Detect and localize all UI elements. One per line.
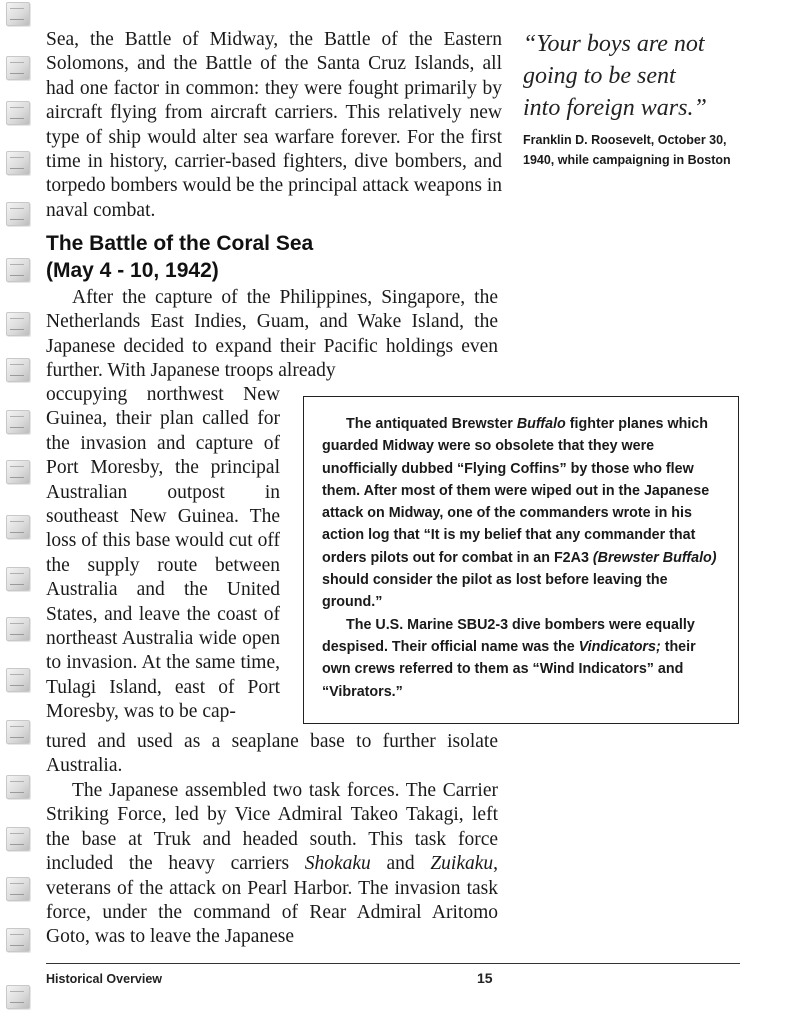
pull-quote-line: going to be sent [523, 63, 676, 89]
text-run: The antiquated Brewster [346, 416, 517, 432]
binder-ring-icon [6, 151, 30, 175]
binder-ring-icon [6, 775, 30, 799]
aircraft-name: (Brewster Buffalo) [592, 549, 717, 566]
pull-quote-line: “Your boys are not [523, 31, 705, 57]
ship-name: Shokaku [304, 853, 371, 875]
footer-section-title: Historical Overview [46, 972, 163, 986]
paragraph-capture [46, 286, 498, 384]
binder-ring-icon [6, 312, 30, 336]
paragraph-capture-column [46, 383, 280, 725]
text-run: and [370, 853, 431, 875]
text-run: The U.S. Marine SBU2-3 dive bombers were equally despised. Their official name was the [322, 616, 695, 655]
text-run: fighter planes which guarded Midway were so obsolete that they were unofficially dubbed “Flying Coffins” by those who flew them. After most of them were wiped out in the Japanese attack on Midway, one of the commanders wrote in his action log that “It is my belief that any commander that orders pilots out for combat in an F2A3 [322, 416, 710, 566]
binder-ring-icon [6, 928, 30, 952]
binder-ring-icon [6, 720, 30, 744]
aircraft-name: Vindicators; [578, 638, 661, 655]
binder-ring-icon [6, 358, 30, 382]
text-run: The Japanese assembled two task forces. The Carrier Striking Force, led by Vice Admiral Takeo Takagi, left the base at Truk and headed south. This task force included the heavy carriers [46, 780, 498, 875]
pull-quote [523, 28, 763, 124]
section-heading-title: The Battle of the Coral Sea [46, 232, 314, 255]
binder-ring-icon [6, 258, 30, 282]
paragraph-capture-bottom: tured and used as a seaplane base to further isolate Australia. [46, 731, 498, 777]
intro-paragraph [46, 28, 502, 223]
ship-name: Zuikaku [430, 853, 494, 875]
intro-text: Sea, the Battle of Midway, the Battle of the Eastern Solomons, and the Battle of the Santa Cruz Islands, all had one factor in common: they were fought primarily by aircraft flying from aircraft carriers. This relatively new type of ship would alter sea warfare forever. For the first time in history, carrier-based fighters, dive bombers, and torpedo bombers would be the principal attack weapons in naval combat. [46, 29, 502, 221]
binder-ring-icon [6, 877, 30, 901]
binder-ring-icon [6, 567, 30, 591]
sidebar-box [303, 396, 739, 724]
binder-ring-icon [6, 827, 30, 851]
page-number: 15 [477, 970, 493, 986]
text-run: , veterans of the attack on Pearl Harbor. The invasion task force, under the command of Rear Admiral Aritomo Goto, was to leave the Japanese [46, 853, 499, 948]
binder-ring-icon [6, 617, 30, 641]
binder-ring-icon [6, 985, 30, 1009]
paragraph-capture-top: After the capture of the Philippines, Singapore, the Netherlands East Indies, Guam, and Wake Island, the Japanese decided to expand their Pacific holdings even further. With Japanese troops already [46, 287, 498, 382]
paragraph-task-forces-text [46, 779, 498, 950]
sidebar-paragraph-buffalo [322, 413, 726, 614]
binder-ring-icon [6, 56, 30, 80]
paragraph-task-forces [46, 779, 498, 950]
footer-rule [46, 963, 740, 964]
paragraph-capture-left: occupying northwest New Guinea, their plan called for the invasion and capture of Port Moresby, the principal Australian outpost in southeast New Guinea. The loss of this base would cut off the supply route between Australia and the United States, and leave the coast of northeast Australia wide open to invasion. At the same time, Tulagi Island, east of Port Moresby, was to be cap- [46, 384, 280, 723]
binder-ring-icon [6, 668, 30, 692]
binder-ring-icon [6, 2, 30, 26]
section-heading [46, 230, 506, 284]
text-run: should consider the pilot as lost before leaving the ground.” [322, 572, 668, 611]
paragraph-capture-end [46, 730, 498, 779]
binder-ring-icon [6, 202, 30, 226]
section-heading-dates: (May 4 - 10, 1942) [46, 259, 219, 282]
binder-ring-icon [6, 515, 30, 539]
text-run: their own crews referred to them as “Wind Indicators” and “Vibrators.” [322, 638, 696, 700]
aircraft-name: Buffalo [516, 416, 566, 432]
sidebar-paragraph-vindicator [322, 614, 726, 703]
quote-attribution: Franklin D. Roosevelt, October 30, 1940, while campaigning in Boston [523, 133, 731, 167]
binder-spine [0, 0, 40, 1031]
binder-ring-icon [6, 410, 30, 434]
binder-ring-icon [6, 460, 30, 484]
binder-ring-icon [6, 101, 30, 125]
pull-quote-line: into foreign wars.” [523, 95, 707, 121]
